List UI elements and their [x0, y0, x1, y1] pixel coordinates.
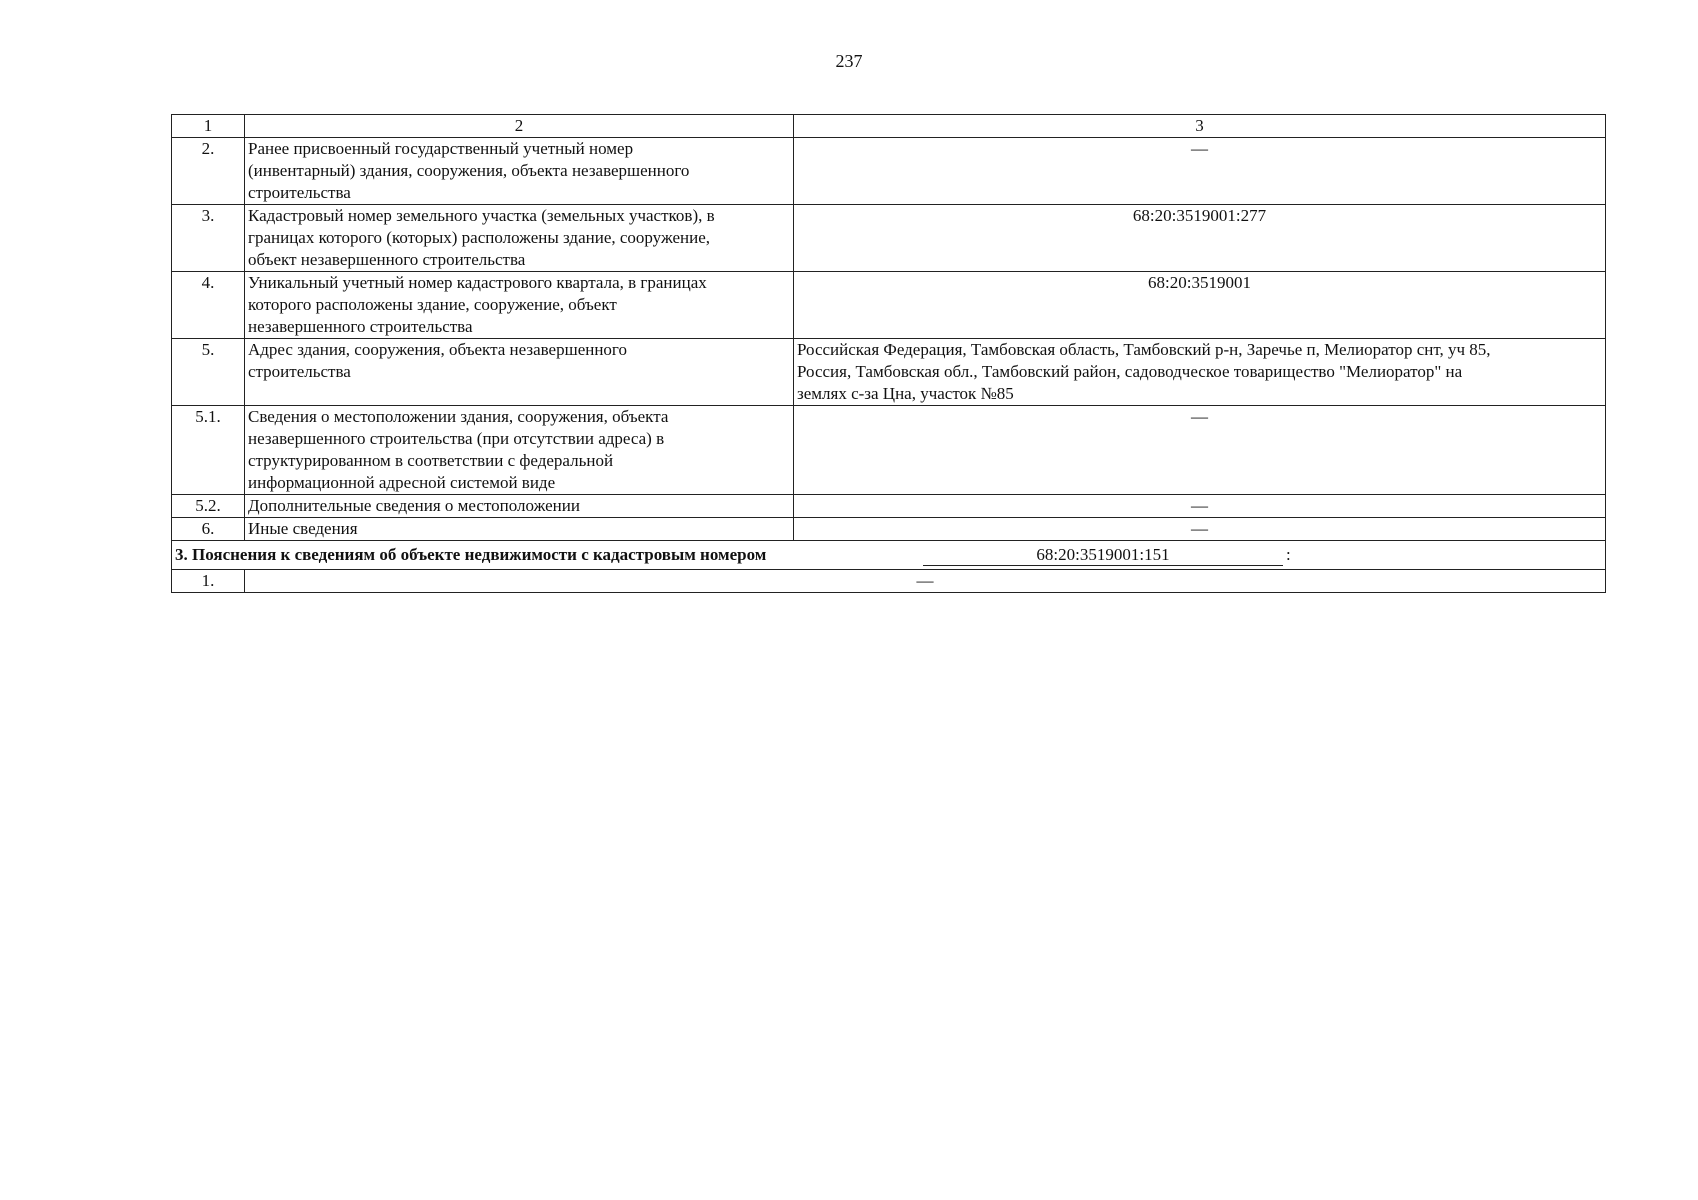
address-line: Россия, Тамбовская обл., Тамбовский район, садоводческое товарищество "Мелиоратор" на [797, 362, 1463, 381]
column-number-header: 1 [172, 115, 245, 138]
table-row-other-info [172, 518, 1606, 541]
address-line: землях с-за Цна, участок №85 [797, 384, 1014, 403]
row-number: 5.2. [172, 495, 245, 518]
row-number: 4. [172, 272, 245, 339]
row-number: 5. [172, 339, 245, 406]
row-description [245, 495, 794, 518]
section-3-title: 3. Пояснения к сведениям об объекте недвижимости с кадастровым номером [175, 545, 767, 564]
description-line: информационной адресной системой виде [248, 473, 556, 492]
description-line: Адрес здания, сооружения, объекта незавершенного [248, 340, 627, 359]
description-line: незавершенного строительства [248, 317, 473, 336]
row-value: — [794, 495, 1606, 518]
description-line: строительства [248, 183, 351, 202]
row-description [245, 339, 794, 406]
row-value: — [245, 570, 1606, 593]
description-line: (инвентарный) здания, сооружения, объекта незавершенного [248, 161, 690, 180]
section-3-header [172, 541, 1606, 570]
table-header-row [172, 115, 1606, 138]
description-line: границах которого (которых) расположены здание, сооружение, [248, 228, 711, 247]
description-line: строительства [248, 362, 351, 381]
column-value-header: 3 [794, 115, 1606, 138]
row-number: 3. [172, 205, 245, 272]
address-line: Российская Федерация, Тамбовская область, Тамбовский р-н, Заречье п, Мелиоратор снт, уч 85, [797, 340, 1491, 359]
table-row-address [172, 339, 1606, 406]
row-value-address [794, 339, 1606, 406]
description-line: структурированном в соответствии с федеральной [248, 451, 614, 470]
section-3-row-1 [172, 570, 1606, 593]
table-row-cadastral-quarter-number [172, 272, 1606, 339]
cadastral-info-table [171, 114, 1606, 593]
row-number: 2. [172, 138, 245, 205]
description-line: незавершенного строительства (при отсутствии адреса) в [248, 429, 665, 448]
row-number: 5.1. [172, 406, 245, 495]
column-description-header: 2 [245, 115, 794, 138]
description-line: Сведения о местоположении здания, сооружения, объекта [248, 407, 669, 426]
row-description [245, 518, 794, 541]
description-line: Уникальный учетный номер кадастрового квартала, в границах [248, 273, 707, 292]
row-number: 6. [172, 518, 245, 541]
section-3-colon: : [1286, 545, 1291, 564]
row-value: — [794, 518, 1606, 541]
row-description [245, 272, 794, 339]
row-description [245, 406, 794, 495]
description-line: Кадастровый номер земельного участка (земельных участков), в [248, 206, 715, 225]
table-row-land-plot-cadastral-number [172, 205, 1606, 272]
row-value: — [794, 406, 1606, 495]
table-row-previous-state-number [172, 138, 1606, 205]
table-row-additional-location [172, 495, 1606, 518]
row-number: 1. [172, 570, 245, 593]
description-line: Иные сведения [248, 519, 358, 538]
table-row-location-info [172, 406, 1606, 495]
row-value: — [794, 138, 1606, 205]
section-3-header-row [172, 541, 1606, 570]
section-3-cadastral-number: 68:20:3519001:151 [923, 544, 1283, 566]
row-description [245, 205, 794, 272]
row-value: 68:20:3519001:277 [794, 205, 1606, 272]
description-line: Ранее присвоенный государственный учетный номер [248, 139, 634, 158]
row-description [245, 138, 794, 205]
description-line: Дополнительные сведения о местоположении [248, 496, 580, 515]
page-number: 237 [835, 51, 863, 71]
row-value: 68:20:3519001 [794, 272, 1606, 339]
description-line: объект незавершенного строительства [248, 250, 526, 269]
description-line: которого расположены здание, сооружение, объект [248, 295, 617, 314]
